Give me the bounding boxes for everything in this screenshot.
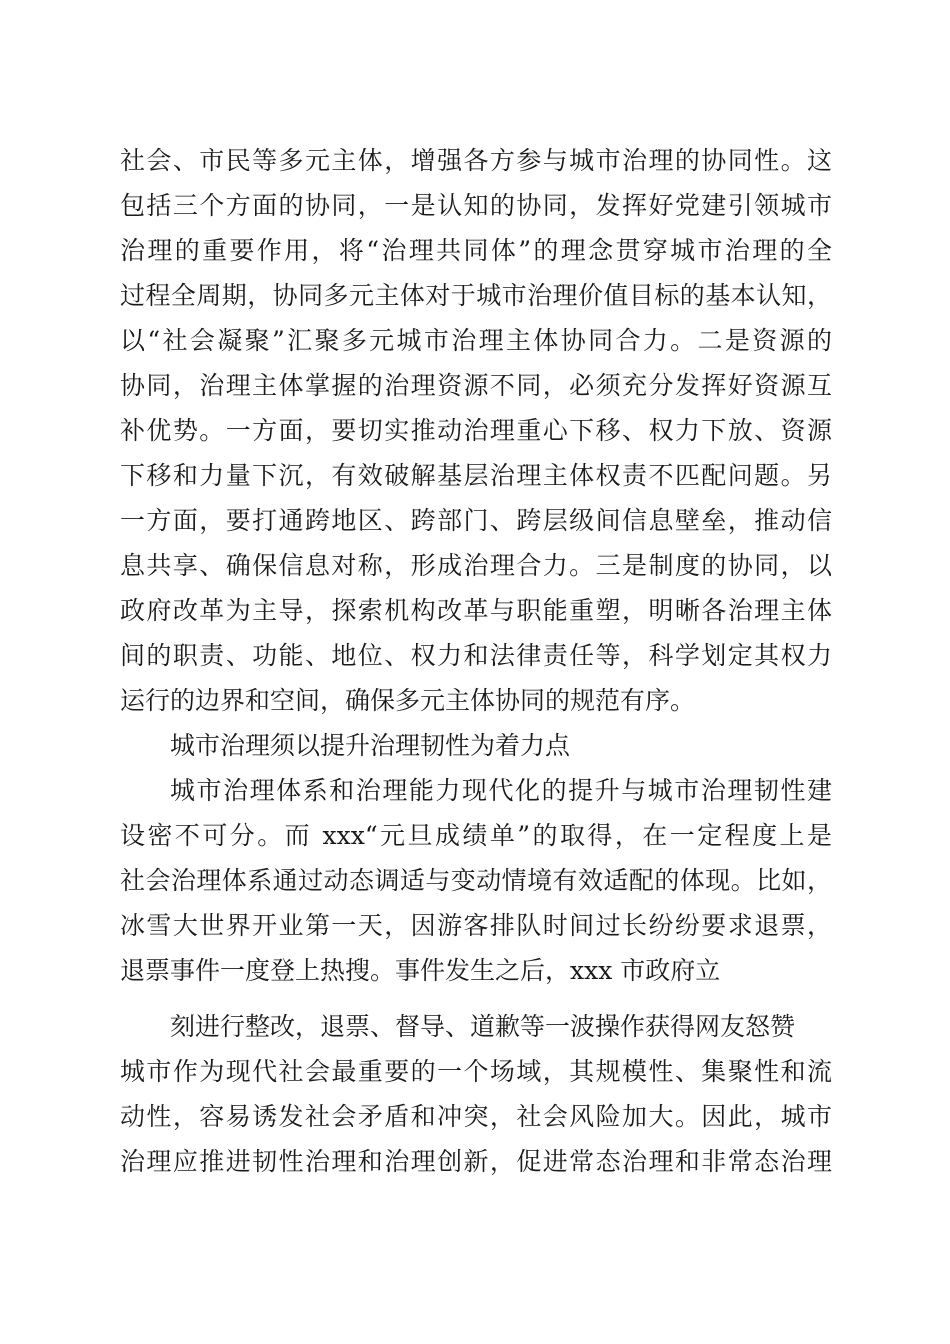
body-text-line: 息共享、确保信息对称，形成治理合力。三是制度的协同，以 [120, 551, 832, 580]
body-text-line: 治理的重要作用，将“治理共同体”的理念贯穿城市治理的全 [120, 236, 832, 265]
body-text-line: 刻进行整改，退票、督导、道歉等一波操作获得网友怒赞 [170, 1012, 796, 1041]
body-text-line: 城市治理体系和治理能力现代化的提升与城市治理韧性建 [170, 776, 832, 805]
body-text-line: 协同，治理主体掌握的治理资源不同，必须充分发挥好资源互 [120, 371, 832, 400]
body-text-line: 运行的边界和空间，确保多元主体协同的规范有序。 [120, 686, 696, 715]
body-text-line: 冰雪大世界开业第一天，因游客排队时间过长纷纷要求退票， [120, 911, 832, 940]
body-text-line: 过程全周期，协同多元主体对于城市治理价值目标的基本认知， [120, 281, 832, 310]
body-text-line: 社会、市民等多元主体，增强各方参与城市治理的协同性。这 [120, 146, 832, 175]
body-text-line: 退票事件一度登上热搜。事件发生之后，xxx 市政府立 [120, 956, 721, 985]
section-heading: 城市治理须以提升治理韧性为着力点 [170, 731, 571, 760]
body-text-line: 包括三个方面的协同，一是认知的协同，发挥好党建引领城市 [120, 191, 832, 220]
body-text-line: 补优势。一方面，要切实推动治理重心下移、权力下放、资源 [120, 416, 832, 445]
body-text-line: 下移和力量下沉，有效破解基层治理主体权责不匹配问题。另 [120, 461, 832, 490]
body-text-line: 一方面，要打通跨地区、跨部门、跨层级间信息壁垒，推动信 [120, 506, 832, 535]
body-text-line: 治理应推进韧性治理和治理创新，促进常态治理和非常态治理 [120, 1147, 832, 1176]
body-text-line: 设密不可分。而 xxx“元旦成绩单”的取得，在一定程度上是 [120, 821, 832, 850]
body-text-line: 以“社会凝聚”汇聚多元城市治理主体协同合力。二是资源的 [120, 326, 832, 355]
body-text-line: 间的职责、功能、地位、权力和法律责任等，科学划定其权力 [120, 641, 832, 670]
body-text-line: 动性，容易诱发社会矛盾和冲突，社会风险加大。因此，城市 [120, 1102, 832, 1131]
body-text-line: 社会治理体系通过动态调适与变动情境有效适配的体现。比如， [120, 866, 832, 895]
body-text-line: 政府改革为主导，探索机构改革与职能重塑，明晰各治理主体 [120, 596, 832, 625]
body-text-line: 城市作为现代社会最重要的一个场域，其规模性、集聚性和流 [120, 1057, 832, 1086]
